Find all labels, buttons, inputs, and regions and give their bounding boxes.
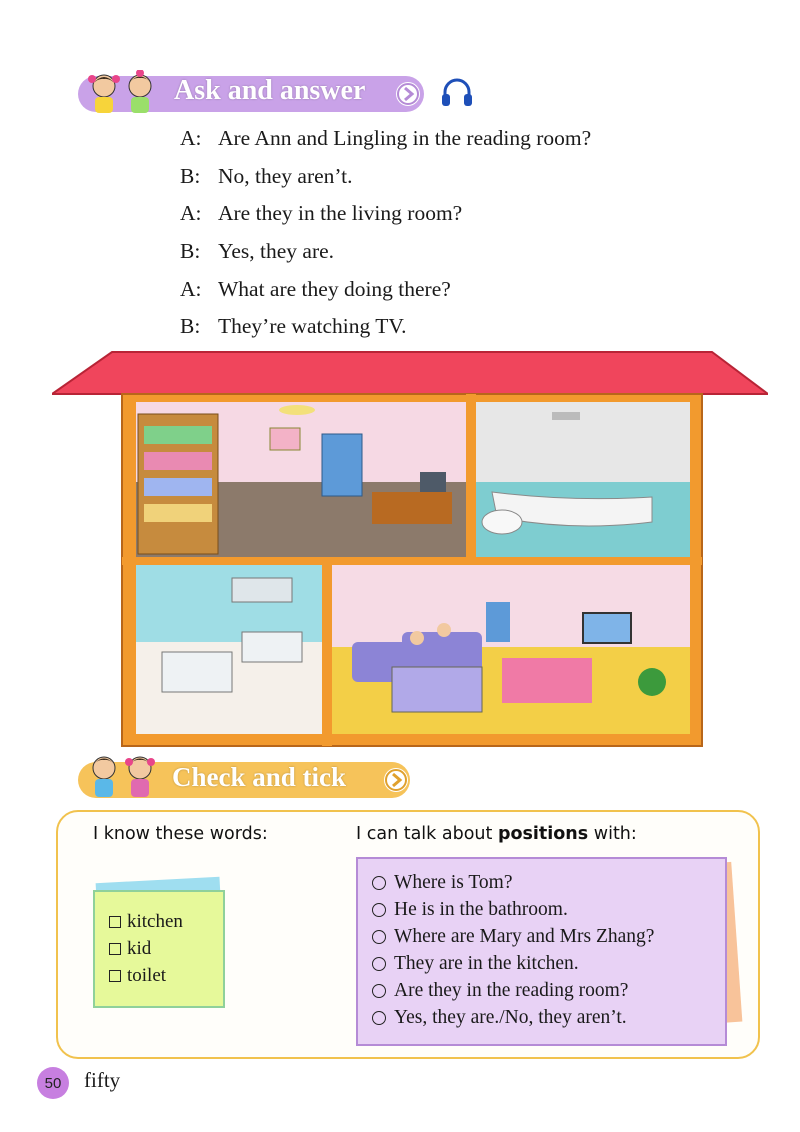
roof xyxy=(52,352,768,394)
word-item xyxy=(95,962,223,989)
check-tick-banner xyxy=(78,752,428,802)
dialogue-line xyxy=(180,308,740,346)
radio-button[interactable] xyxy=(372,984,386,998)
dialogue-line xyxy=(180,195,740,233)
living-room xyxy=(332,564,690,734)
position-text: Where are Mary and Mrs Zhang? xyxy=(394,925,655,947)
positions-heading-before: I can talk about xyxy=(356,824,493,844)
radio-button[interactable] xyxy=(372,957,386,971)
words-heading: I know these words: xyxy=(93,824,268,844)
checkbox[interactable] xyxy=(109,943,121,955)
position-text: Yes, they are./No, they aren’t. xyxy=(394,1006,627,1028)
ask-answer-banner xyxy=(78,70,478,116)
speaker: B: xyxy=(180,163,201,188)
page-number: 50 xyxy=(37,1067,69,1099)
dialogue-line xyxy=(180,158,740,196)
word-item xyxy=(95,935,223,962)
checkbox[interactable] xyxy=(109,916,121,928)
position-text: He is in the bathroom. xyxy=(394,898,568,920)
dialogue-text: They’re watching TV. xyxy=(218,314,407,339)
dialogue-line xyxy=(180,270,740,308)
word-item xyxy=(95,908,223,935)
position-item xyxy=(358,896,725,923)
position-text: They are in the kitchen. xyxy=(394,952,579,974)
position-text: Where is Tom? xyxy=(394,871,513,893)
position-item xyxy=(358,950,725,977)
play-arrow-icon[interactable] xyxy=(384,768,408,792)
position-item xyxy=(358,869,725,896)
position-item xyxy=(358,977,725,1004)
word-label: toilet xyxy=(127,964,167,986)
page-number-word: fifty xyxy=(84,1068,121,1092)
bathroom xyxy=(476,402,690,557)
dialogue-line xyxy=(180,233,740,271)
dialogue-text: Yes, they are. xyxy=(218,239,335,264)
dialogue-text: What are they doing there? xyxy=(218,276,451,301)
dialogue-text: Are they in the living room? xyxy=(218,201,463,226)
dialogue-text: No, they aren’t. xyxy=(218,163,353,188)
speaker: A: xyxy=(180,126,202,151)
dialogue-line xyxy=(180,120,740,158)
radio-button[interactable] xyxy=(372,903,386,917)
radio-button[interactable] xyxy=(372,876,386,890)
position-item xyxy=(358,1004,725,1031)
dialogue xyxy=(180,120,740,346)
speaker: B: xyxy=(180,239,201,264)
word-label: kitchen xyxy=(127,910,183,932)
children-icon xyxy=(80,752,170,802)
radio-button[interactable] xyxy=(372,930,386,944)
play-arrow-icon[interactable] xyxy=(396,82,420,106)
positions-heading xyxy=(356,824,637,844)
word-label: kid xyxy=(127,937,152,959)
words-card xyxy=(93,890,225,1008)
headphones-icon[interactable] xyxy=(440,76,474,110)
checkbox[interactable] xyxy=(109,970,121,982)
kitchen xyxy=(136,564,322,734)
position-item xyxy=(358,923,725,950)
speaker: A: xyxy=(180,276,202,301)
check-tick-title: Check and tick xyxy=(172,762,347,792)
speaker: A: xyxy=(180,201,202,226)
radio-button[interactable] xyxy=(372,1011,386,1025)
positions-card xyxy=(356,857,727,1046)
dialogue-text: Are Ann and Lingling in the reading room? xyxy=(218,126,592,151)
position-text: Are they in the reading room? xyxy=(394,979,629,1001)
speaker: B: xyxy=(180,314,201,339)
children-icon xyxy=(80,70,170,116)
positions-heading-bold: positions xyxy=(497,824,589,844)
reading-room xyxy=(136,402,466,557)
house-illustration xyxy=(52,342,768,747)
positions-heading-after: with: xyxy=(593,824,637,844)
ask-answer-title: Ask and answer xyxy=(174,75,366,106)
